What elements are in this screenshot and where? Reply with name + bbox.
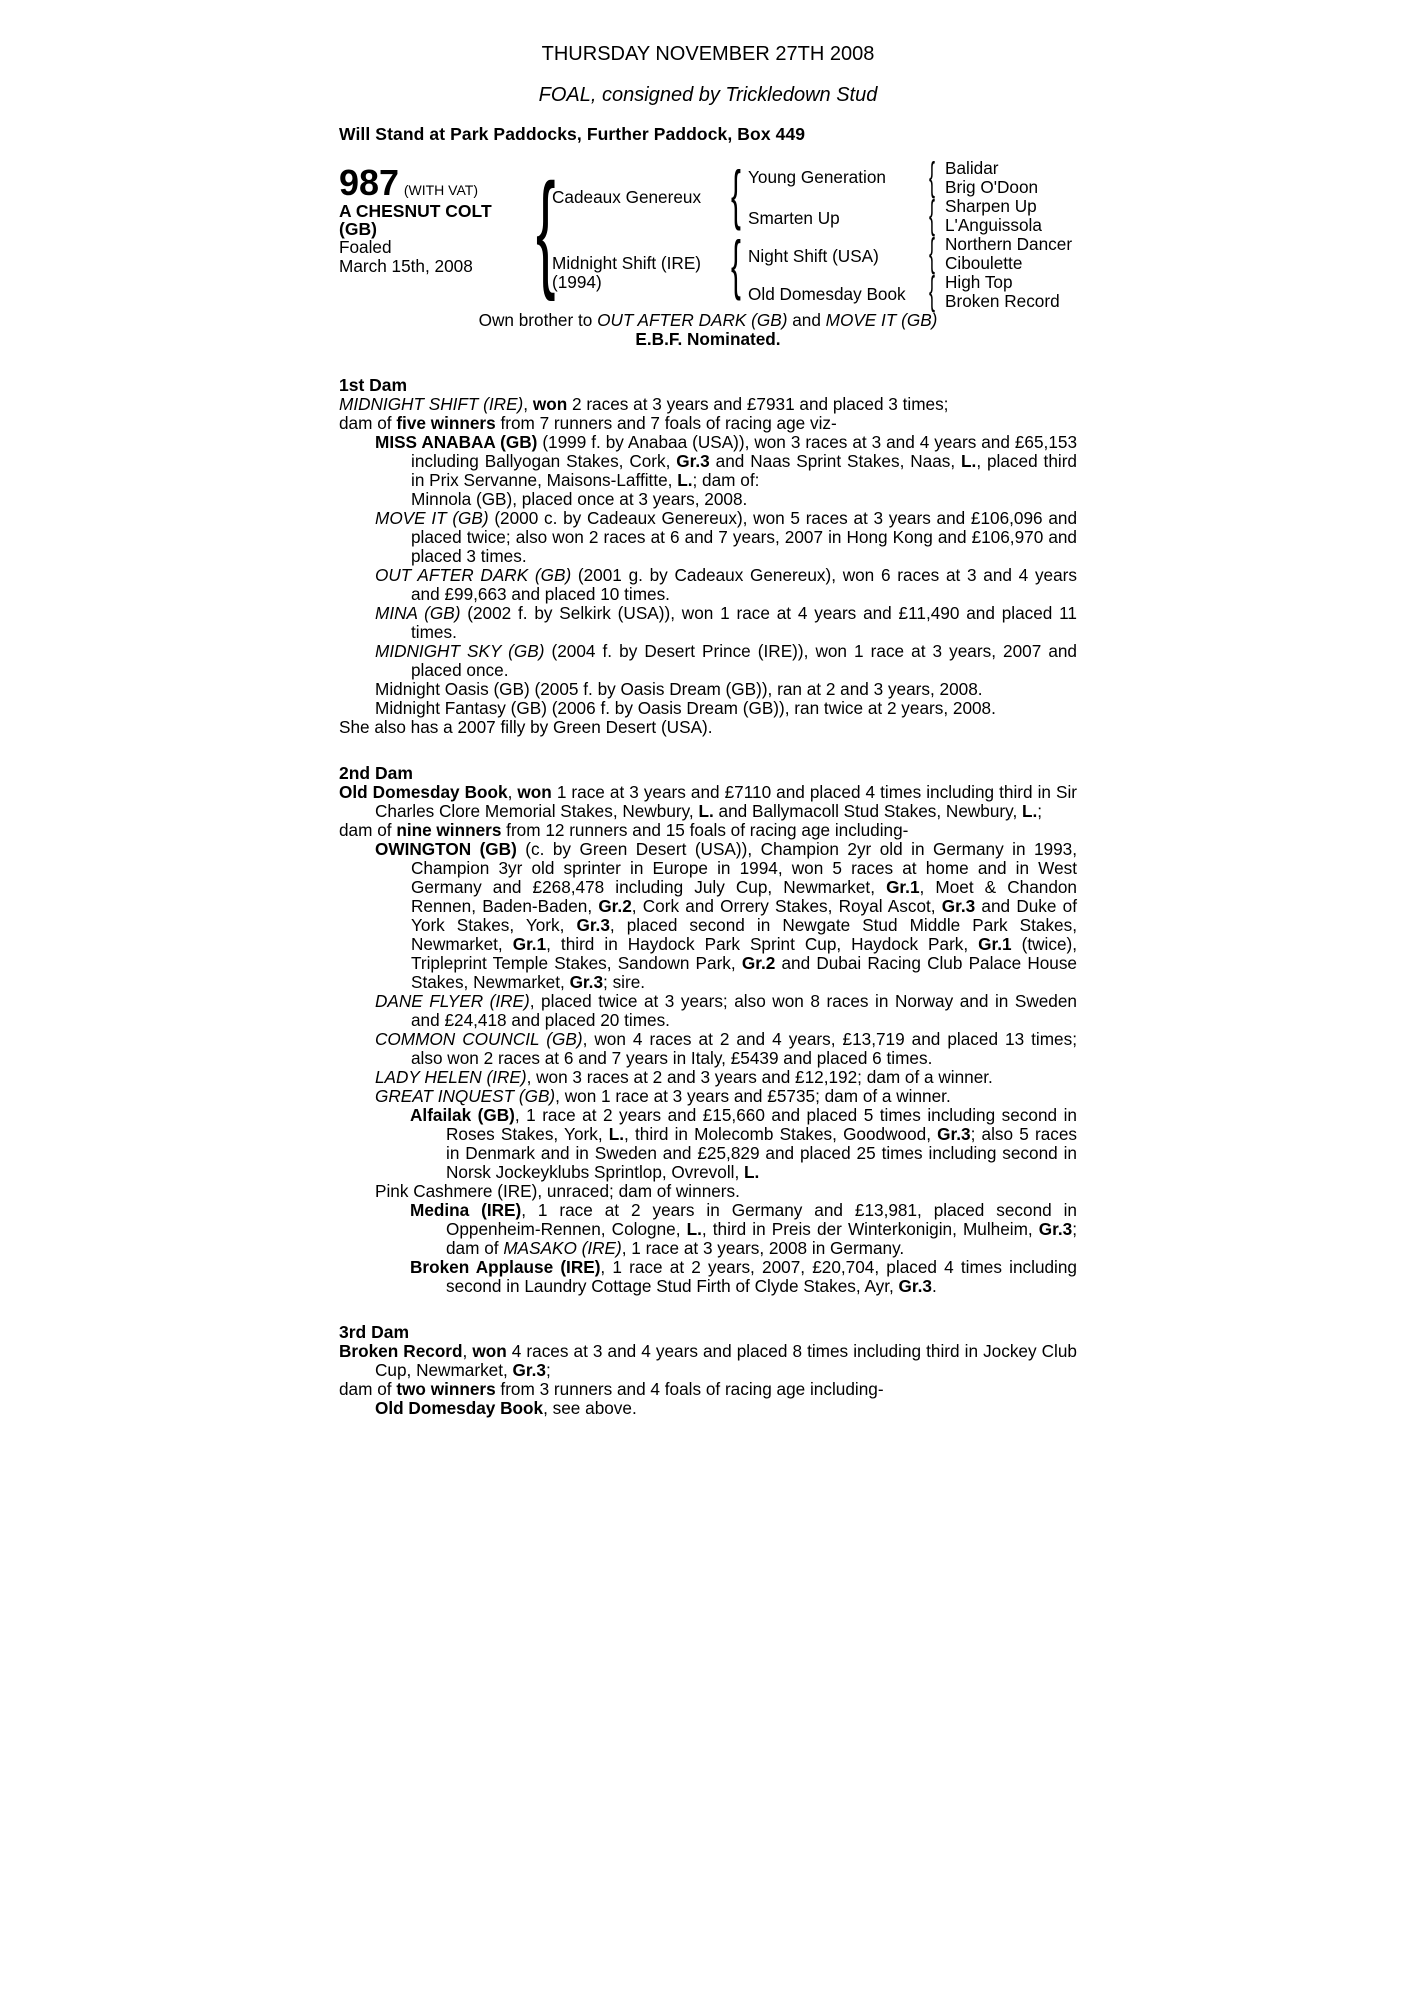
produce-old-domesday-book: Old Domesday Book, see above. [375,1398,637,1418]
pedigree-brace-2: { [929,193,936,237]
foaled-label: Foaled [339,237,392,257]
produce-owington: OWINGTON (GB) (c. by Green Desert (USA)), Champion 2yr old in Germany in 1993, Champion 3yr old sprinter in Europe in 1994, won 5 races at home and in West Germany and £268,478 including July Cup, Newmarket, Gr.1, Moet & Chandon Rennen, Baden-Baden, Gr.2, Cork and Orrery Stakes, Royal Ascot, Gr.3 and Duke of York Stakes, York, Gr.3, placed second in Newgate Stud Middle Park Stakes, Newmarket, Gr.1, third in Haydock Park Sprint Cup, Haydock Park, Gr.1 (twice), Tripleprint Temple Stakes, Sandown Park, Gr.2 and Dubai Racing Club Palace House Stakes, Newmarket, Gr.3; sire. [375,839,1078,992]
catalogue-page [339,40,1077,1418]
pedigree-brace-3: { [929,231,936,275]
produce-minnola: Minnola (GB), placed once at 3 years, 2008. [411,489,748,509]
second-dam-produce-summary: dam of nine winners from 12 runners and 15 foals of racing age including- [339,820,909,840]
ebf-nominated: E.B.F. Nominated. [635,329,781,349]
pedigree-gen3-1: Balidar [945,158,999,178]
pedigree-gen3-3: Sharpen Up [945,196,1037,216]
foaled-date: March 15th, 2008 [339,256,473,276]
produce-lady-helen: LADY HELEN (IRE), won 3 races at 2 and 3 years and £12,192; dam of a winner. [375,1067,993,1087]
pedigree-brace-dam: { [731,227,741,301]
vat-note: (WITH VAT) [403,182,478,198]
first-dam-record: MIDNIGHT SHIFT (IRE), won 2 races at 3 years and £7931 and placed 3 times; [339,394,949,414]
produce-move-it: MOVE IT (GB) (2000 c. by Cadeaux Genereux), won 5 races at 3 years and £106,096 and placed twice; also won 2 races at 6 and 7 years, 2007 in Hong Kong and £106,970 and placed 3 times. [375,508,1077,566]
third-dam-heading: 3rd Dam [339,1322,410,1342]
second-dam-heading: 2nd Dam [339,763,413,783]
pedigree-dam-dam: Old Domesday Book [748,284,906,304]
stand-location: Will Stand at Park Paddocks, Further Paddock, Box 449 [339,124,806,144]
pedigree-gen3-6: Ciboulette [945,253,1023,273]
pedigree-dam: Midnight Shift (IRE) [552,253,702,273]
lot-number: 987 [339,162,400,203]
second-dam-record: Old Domesday Book, won 1 race at 3 years and £7110 and placed 4 times including third in Sir Charles Clore Memorial Stakes, Newbury, L. and Ballymacoll Stud Stakes, Newbury, L.; [339,782,1077,821]
lot-number-line [339,164,539,202]
pedigree-brace-sire: { [731,157,741,231]
first-dam-heading: 1st Dam [339,375,408,395]
pedigree-gen3-5: Northern Dancer [945,234,1073,254]
pedigree-gen3-2: Brig O'Doon [945,177,1039,197]
produce-midnight-fantasy: Midnight Fantasy (GB) (2006 f. by Oasis Dream (GB)), ran twice at 2 years, 2008. [375,698,996,718]
produce-pink-cashmere: Pink Cashmere (IRE), unraced; dam of winners. [375,1181,740,1201]
lot-description: A CHESNUT COLT [339,201,492,221]
pedigree-sire-dam: Smarten Up [748,208,840,228]
consignment-line: FOAL, consigned by Trickledown Stud [538,84,878,106]
pedigree-sire-sire: Young Generation [748,167,886,187]
produce-2007-filly: She also has a 2007 filly by Green Desert (USA). [339,717,713,737]
produce-midnight-sky: MIDNIGHT SKY (GB) (2004 f. by Desert Prince (IRE)), won 1 race at 3 years, 2007 and placed once. [375,641,1077,680]
produce-alfailak: Alfailak (GB), 1 race at 2 years and £15,660 and placed 5 times including second in Roses Stakes, York, L., third in Molecomb Stakes, Goodwood, Gr.3; also 5 races in Denmark and in Sweden and £25,829 and placed 25 times including second in Norsk Jockeyklubs Sprintlop, Ovrevoll, L. [410,1105,1077,1182]
produce-broken-applause: Broken Applause (IRE), 1 race at 2 years, 2007, £20,704, placed 4 times including second in Laundry Cottage Stud Firth of Clyde Stakes, Ayr, Gr.3. [410,1257,1077,1296]
produce-great-inquest: GREAT INQUEST (GB), won 1 race at 3 years and £5735; dam of a winner. [375,1086,951,1106]
third-dam-produce-summary: dam of two winners from 3 runners and 4 foals of racing age including- [339,1379,884,1399]
pedigree-brace-main: { [536,156,556,302]
produce-midnight-oasis: Midnight Oasis (GB) (2005 f. by Oasis Dream (GB)), ran at 2 and 3 years, 2008. [375,679,983,699]
produce-miss-anabaa: MISS ANABAA (GB) (1999 f. by Anabaa (USA)), won 3 races at 3 and 4 years and £65,153 including Ballyogan Stakes, Cork, Gr.3 and Naas Sprint Stakes, Naas, L., placed third in Prix Servanne, Maisons-Laffitte, L.; dam of: [375,432,1078,490]
pedigree-gen3-8: Broken Record [945,291,1060,311]
produce-out-after-dark: OUT AFTER DARK (GB) (2001 g. by Cadeaux Genereux), won 6 races at 3 and 4 years and £99,663 and placed 10 times. [375,565,1077,604]
pedigree-brace-1: { [929,155,936,199]
produce-dane-flyer: DANE FLYER (IRE), placed twice at 3 years; also won 8 races in Norway and in Sweden and £24,418 and placed 20 times. [375,991,1077,1030]
pedigree-brace-4: { [929,269,936,313]
lot-info [339,164,539,276]
lot-pedigree-block [339,155,1077,324]
own-brother-note: Own brother to OUT AFTER DARK (GB) and MOVE IT (GB) [478,310,938,330]
pedigree-gen3-4: L'Anguissola [945,215,1042,235]
produce-medina: Medina (IRE), 1 race at 2 years in Germany and £13,981, placed second in Oppenheim-Rennen, Cologne, L., third in Preis der Winterkonigin, Mulheim, Gr.3; dam of MASAKO (IRE), 1 race at 3 years, 2008 in Germany. [410,1200,1078,1258]
sale-date: THURSDAY NOVEMBER 27TH 2008 [541,43,875,65]
produce-mina: MINA (GB) (2002 f. by Selkirk (USA)), won 1 race at 4 years and £11,490 and placed 11 times. [375,603,1077,642]
pedigree-sire: Cadeaux Genereux [552,187,702,207]
lot-country: (GB) [339,219,377,239]
pedigree-gen3-7: High Top [945,272,1013,292]
pedigree-dam-sire: Night Shift (USA) [748,246,879,266]
first-dam-produce-summary: dam of five winners from 7 runners and 7 foals of racing age viz- [339,413,837,433]
produce-common-council: COMMON COUNCIL (GB), won 4 races at 2 and 4 years, £13,719 and placed 13 times; also won 2 races at 6 and 7 years in Italy, £5439 and placed 6 times. [375,1029,1077,1068]
third-dam-record: Broken Record, won 4 races at 3 and 4 years and placed 8 times including third in Jockey Club Cup, Newmarket, Gr.3; [339,1341,1077,1380]
pedigree-dam-year: (1994) [552,272,602,292]
